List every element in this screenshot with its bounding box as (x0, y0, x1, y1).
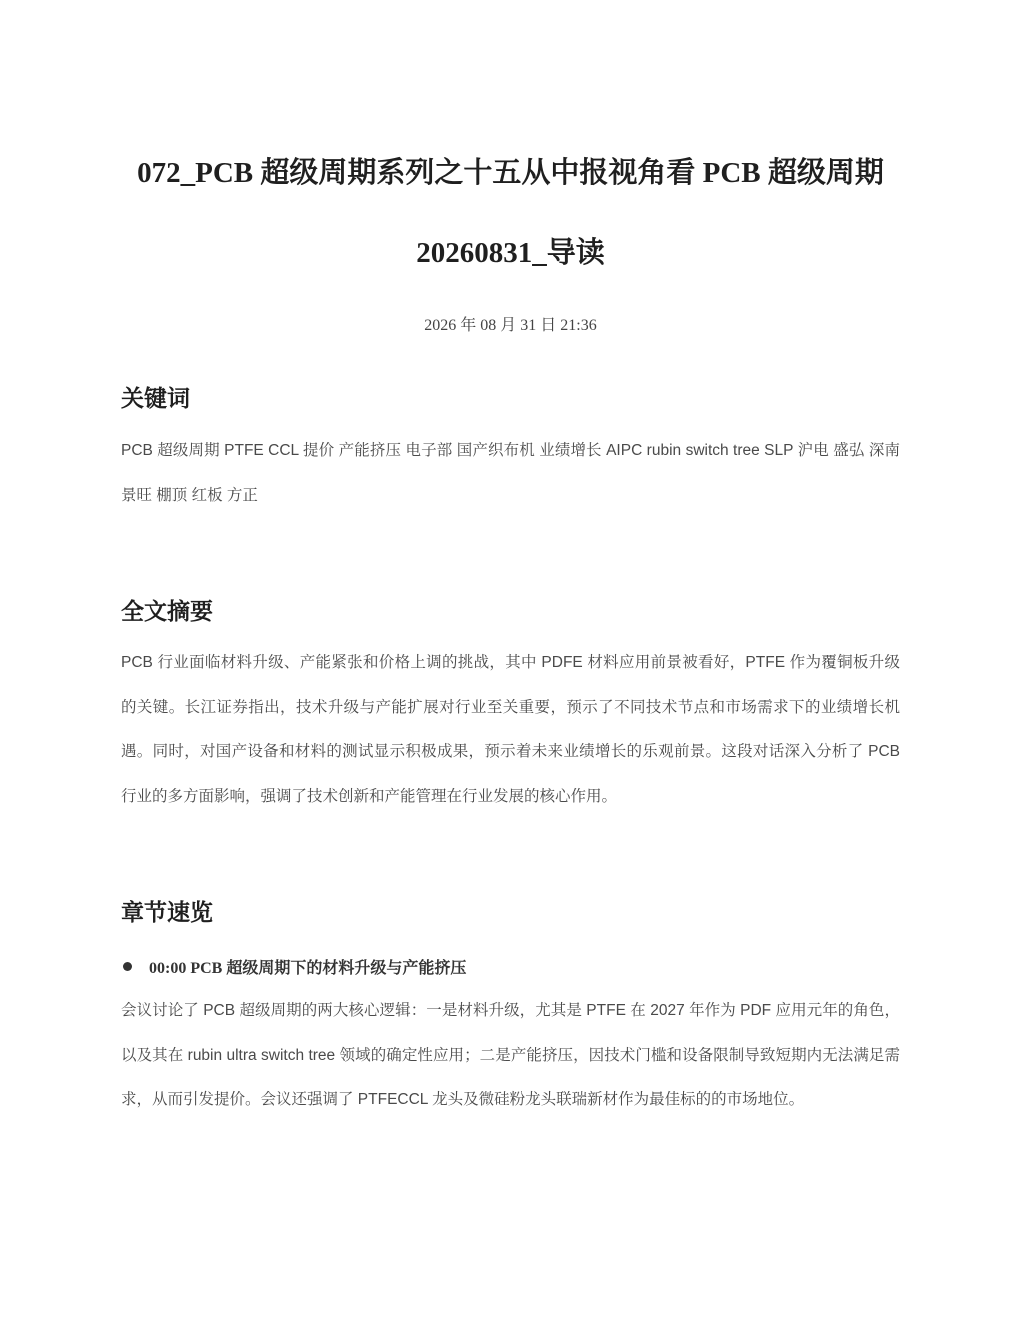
bullet-icon (123, 962, 132, 971)
document-title-line1: 072_PCB 超级周期系列之十五从中报视角看 PCB 超级周期 (137, 157, 884, 189)
document-title-line2: 20260831_导读 (416, 237, 605, 269)
chapter-title: 00:00 PCB 超级周期下的材料升级与产能挤压 (149, 959, 467, 977)
document-datetime: 2026 年 08 月 31 日 21:36 (424, 317, 597, 334)
chapters-heading: 章节速览 (121, 899, 213, 925)
keywords-text: PCB 超级周期 PTFE CCL 提价 产能挤压 电子部 国产织布机 业绩增长 AIPC rubin switch tree SLP 沪电 盛弘 深南 景旺 棚顶 红板 方正 (121, 442, 900, 504)
chapter-item (121, 952, 466, 980)
chapter-text: 会议讨论了 PCB 超级周期的两大核心逻辑：一是材料升级，尤其是 PTFE 在 2027 年作为 PDF 应用元年的角色，以及其在 rubin ultra switch tree 领域的确定性应用；二是产能挤压，因技术门槛和设备限制导致短期内无法满足需求，从而引发提价。会议还强调了 PTFECCL 龙头及微硅粉龙头联瑞新材作为最佳标的的市场地位。 (121, 1002, 900, 1108)
summary-heading: 全文摘要 (121, 598, 213, 624)
summary-text: PCB 行业面临材料升级、产能紧张和价格上调的挑战，其中 PDFE 材料应用前景被看好，PTFE 作为覆铜板升级的关键。长江证券指出，技术升级与产能扩展对行业至关重要，预示了不同技术节点和市场需求下的业绩增长机遇。同时，对国产设备和材料的测试显示积极成果，预示着未来业绩增长的乐观前景。这段对话深入分析了 PCB 行业的多方面影响，强调了技术创新和产能管理在行业发展的核心作用。 (121, 654, 900, 805)
keywords-heading: 关键词 (121, 385, 190, 411)
